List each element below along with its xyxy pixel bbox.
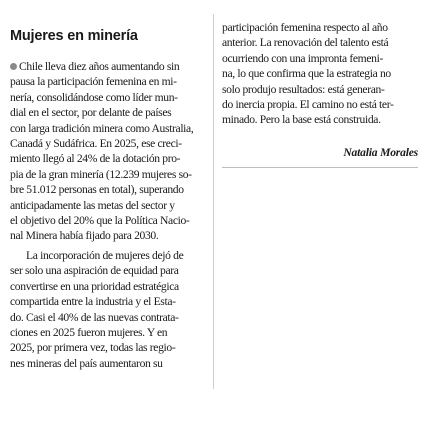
author-byline: Natalia Morales (343, 145, 418, 159)
text-line: La incorporación de mujeres dejó de (26, 248, 184, 262)
text-line: anterior. La renovación del talento está (222, 36, 389, 50)
text-line: participación femenina respecto al año (222, 21, 388, 34)
text-line: nal Minera había fijado para 2030. (10, 229, 159, 243)
text-line: compartida entre la industria y el Esta- (10, 295, 176, 309)
text-line: na, lo que confirma que la estrategia no (222, 67, 391, 81)
text-line: do inercia propia. El camino no está ter- (222, 98, 394, 112)
text-line: Chile lleva diez años aumentando sin (10, 59, 206, 74)
text-line: Canadá y Sudáfrica. En 2025, ese creci- (10, 137, 182, 151)
text-line: pausa la participación femenina en mi- (10, 75, 177, 89)
text-line: miento llegó al 24% de la dotación pro- (10, 152, 181, 166)
text-line: anticipadamente las metas del sector y (10, 198, 175, 212)
text-line: ser solo una aspiración de equidad para (10, 264, 179, 278)
text-line: dial en el sector, por delante de países (10, 106, 172, 120)
headline: Mujeres en minería (10, 28, 138, 44)
right-column (222, 20, 418, 168)
paragraph-1 (10, 59, 206, 244)
paragraph-2 (10, 248, 206, 371)
left-column (10, 20, 206, 371)
text-line: con larga tradición minera como Australia, (10, 121, 194, 135)
text-line: nes mineras del país aumentaron su (10, 356, 163, 370)
text-line: 2025, por primera vez, todas las regio- (10, 341, 176, 355)
text-line: ciones en 2025 fueron mujeres. Y en (10, 325, 168, 339)
text-line: pia de la gran minería (12.239 mujeres so- (10, 167, 192, 181)
text-line: nería, consolidándose como líder mun- (10, 90, 178, 104)
column-divider (213, 14, 214, 389)
text-line: ocurriendo con una impronta femeni- (222, 51, 383, 65)
text-line: minado. Pero la base está construida. (222, 113, 381, 127)
text-line: do. Casi el 40% de las nuevas contrata- (10, 310, 179, 324)
bullet-icon (10, 63, 17, 70)
byline-rule (222, 167, 418, 168)
text-line: el objetivo del 20% que la Política Nacio- (10, 214, 190, 228)
text-line: bre 51.012 personas en total), superando (10, 183, 184, 197)
text-line: solo produjo resultados: está generan- (222, 82, 385, 96)
text-line: convertirse en una prioridad estratégica (10, 279, 179, 293)
